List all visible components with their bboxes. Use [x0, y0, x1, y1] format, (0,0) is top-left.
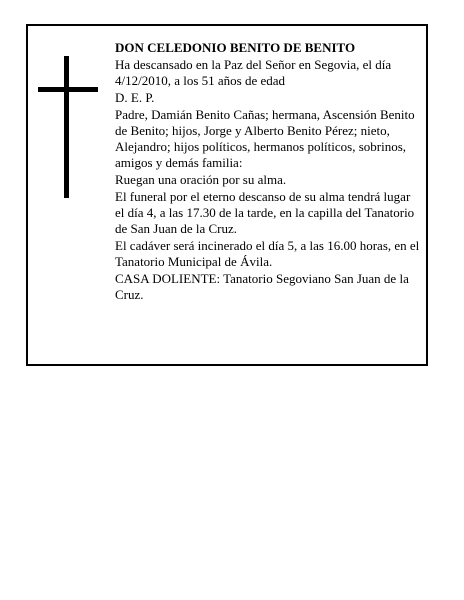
- prayer-request: Ruegan una oración por su alma.: [115, 172, 287, 187]
- deceased-name: DON CELEDONIO BENITO DE BENITO: [115, 40, 356, 55]
- mourning-house: CASA DOLIENTE: Tanatorio Segoviano San Juan de la Cruz.: [115, 271, 409, 302]
- notice-text: [115, 40, 422, 304]
- death-announcement: Ha descansado en la Paz del Señor en Segovia, el día 4/12/2010, a los 51 años de edad: [115, 57, 392, 88]
- cremation-details: El cadáver será incinerado el día 5, a las 16.00 horas, en el Tanatorio Municipal de Ávila.: [115, 238, 420, 269]
- family-list: Padre, Damián Benito Cañas; hermana, Ascensión Benito de Benito; hijos, Jorge y Alberto Benito Pérez; nieto, Alejandro; hijos políticos, hermanos políticos, sobrinos, amigos y demás familia:: [115, 107, 415, 170]
- cross-icon: [38, 56, 98, 198]
- cross-horizontal-bar: [38, 87, 98, 92]
- funeral-details: El funeral por el eterno descanso de su alma tendrá lugar el día 4, a las 17.30 de la tarde, en la capilla del Tanatorio de San Juan de la Cruz.: [115, 189, 415, 236]
- obituary-notice: [26, 24, 428, 366]
- cross-vertical-bar: [64, 56, 69, 198]
- rest-in-peace: D. E. P.: [115, 90, 155, 105]
